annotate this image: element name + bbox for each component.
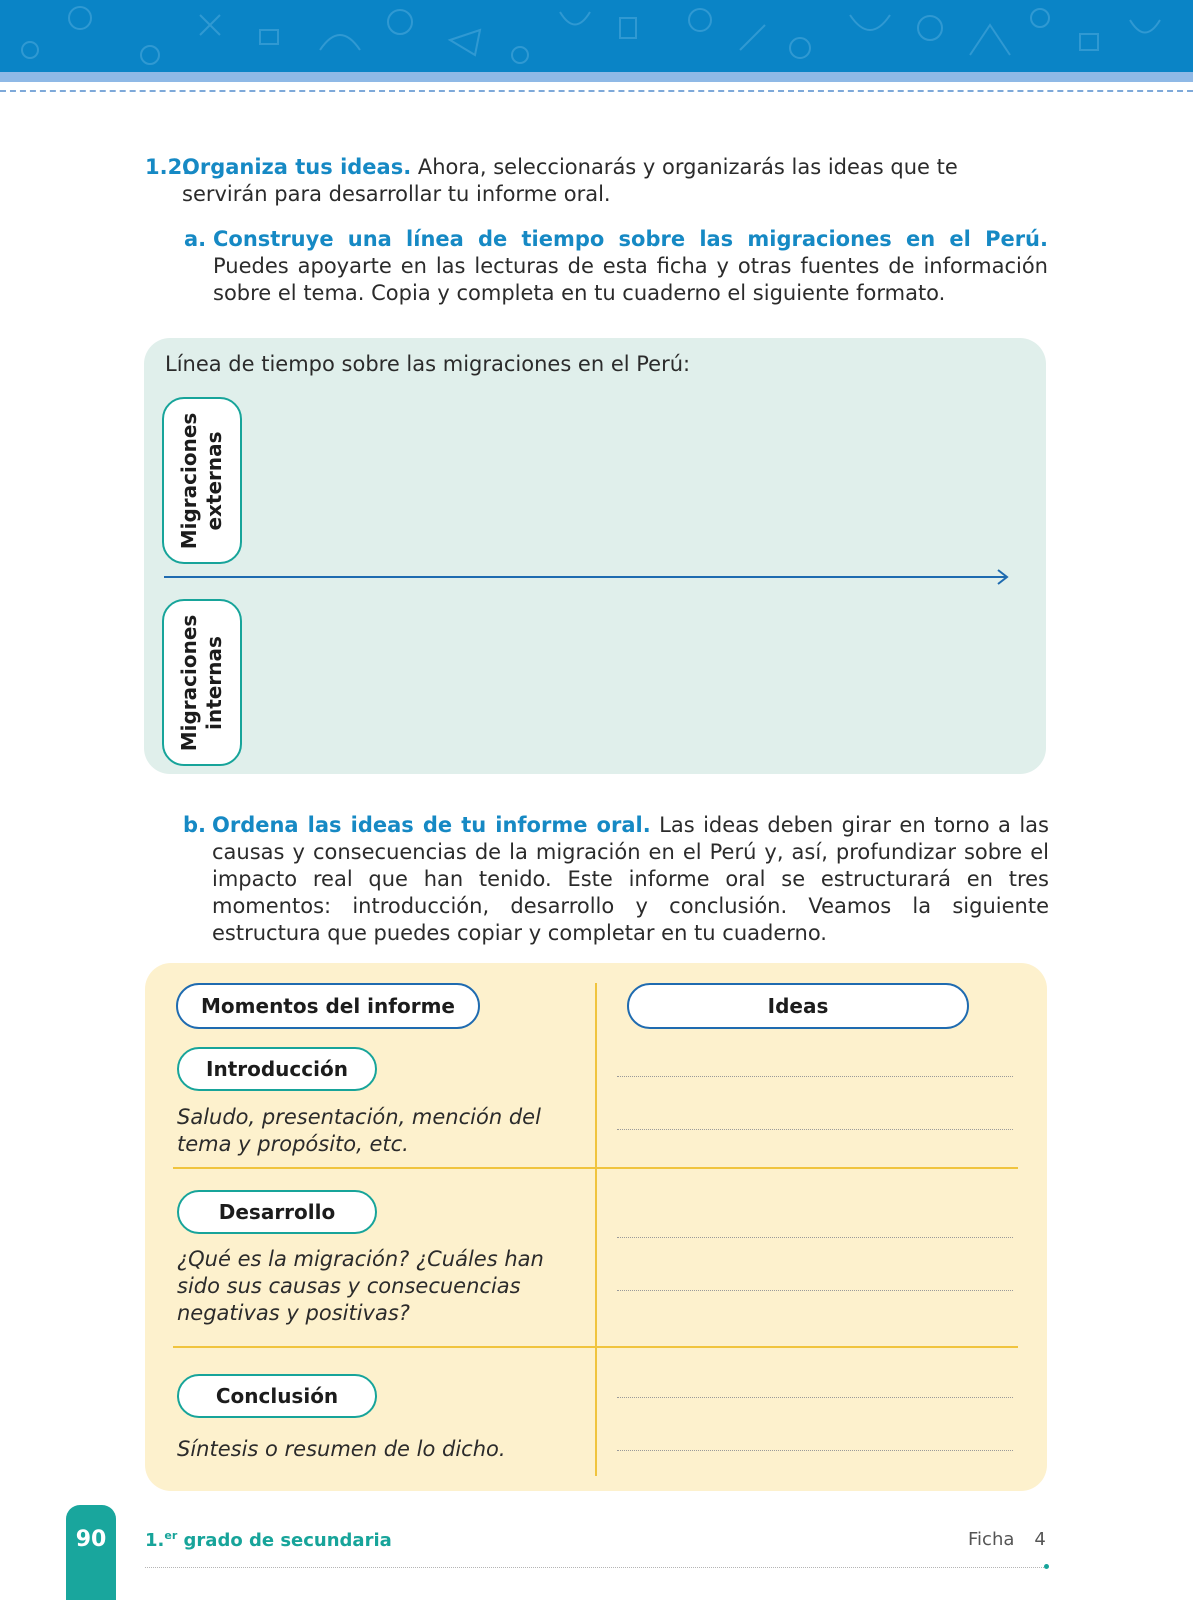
page-number-tab (66, 1505, 116, 1600)
section-heading: Organiza tus ideas. (182, 155, 412, 179)
item-a-text (184, 226, 1048, 307)
timeline-axis-arrow-icon (164, 567, 1014, 587)
section-number: 1.2. (145, 155, 191, 179)
intro-answer-line-2 (617, 1129, 1013, 1130)
item-a (184, 226, 1048, 307)
section-text (145, 154, 1050, 208)
row-divider-1 (173, 1167, 1018, 1169)
header-dashed-rule (0, 90, 1193, 92)
header-band (0, 0, 1193, 72)
timeline-box (144, 338, 1046, 774)
moments-header-pill: Momentos del informe (176, 983, 480, 1029)
section-1-2 (145, 154, 1050, 208)
external-migrations-text (177, 412, 227, 549)
conclusion-description: Síntesis o resumen de lo dicho. (177, 1437, 506, 1461)
footer-dot (1044, 1564, 1049, 1569)
timeline-title: Línea de tiempo sobre las migraciones en el Perú: (165, 352, 691, 376)
development-description: ¿Qué es la migración? ¿Cuáles han sido sus causas y consecuencias negativas y positivas? (177, 1247, 544, 1325)
footer-dotted-rule (145, 1567, 1048, 1568)
ficha-number: 4 (1034, 1529, 1046, 1550)
internal-line1: Migraciones (177, 614, 201, 751)
intro-answer-line-1 (617, 1076, 1013, 1077)
row-divider-2 (173, 1346, 1018, 1348)
item-b-label: b. (183, 813, 207, 837)
item-b-heading: Ordena las ideas de tu informe oral. (212, 813, 651, 837)
section-body: Ahora, seleccionarás y organizarás las ideas que te servirán para desarrollar tu informe oral. (182, 155, 958, 206)
internal-migrations-text (177, 614, 227, 751)
header-doodle-pattern (0, 0, 1193, 72)
external-migrations-label (162, 397, 242, 564)
report-structure-box (145, 963, 1047, 1491)
dev-answer-line-2 (617, 1290, 1013, 1291)
item-b-body: Las ideas deben girar en torno a las causas y consecuencias de la migración en el Perú y, así, profundizar sobre el impacto real que han tenido. Este informe oral se estructurará en tres momentos: introducción, desarrollo y conclusión. Veamos la siguiente estructura que puedes copiar y completar en tu cuaderno. (212, 813, 1049, 945)
concl-answer-line-1 (617, 1397, 1013, 1398)
internal-line2: internas (202, 635, 226, 730)
column-divider (595, 983, 597, 1476)
conclusion-pill: Conclusión (177, 1374, 377, 1418)
grade-rest: grado de secundaria (177, 1530, 392, 1551)
external-line2: externas (202, 430, 226, 531)
item-b (183, 812, 1049, 947)
item-b-text (183, 812, 1049, 947)
development-pill: Desarrollo (177, 1190, 377, 1234)
external-line1: Migraciones (177, 412, 201, 549)
item-a-heading: Construye una línea de tiempo sobre las migraciones en el Perú. (213, 227, 1048, 251)
internal-migrations-label (162, 599, 242, 766)
dev-answer-line-1 (617, 1237, 1013, 1238)
item-a-label: a. (184, 227, 207, 251)
introduction-description: Saludo, presentación, mención del tema y propósito, etc. (177, 1105, 541, 1156)
grade-label (145, 1529, 392, 1551)
ficha-text: Ficha (968, 1529, 1015, 1550)
item-a-body: Puedes apoyarte en las lecturas de esta ficha y otras fuentes de información sobre el tema. Copia y completa en tu cuaderno el siguiente formato. (213, 254, 1048, 305)
header-stripe (0, 72, 1193, 82)
ideas-header-pill: Ideas (627, 983, 969, 1029)
concl-answer-line-2 (617, 1450, 1013, 1451)
ficha-label (968, 1529, 1046, 1550)
grade-sup: er (164, 1529, 178, 1542)
introduction-pill: Introducción (177, 1047, 377, 1091)
page-number: 90 (75, 1527, 107, 1552)
grade-prefix: 1. (145, 1530, 165, 1551)
